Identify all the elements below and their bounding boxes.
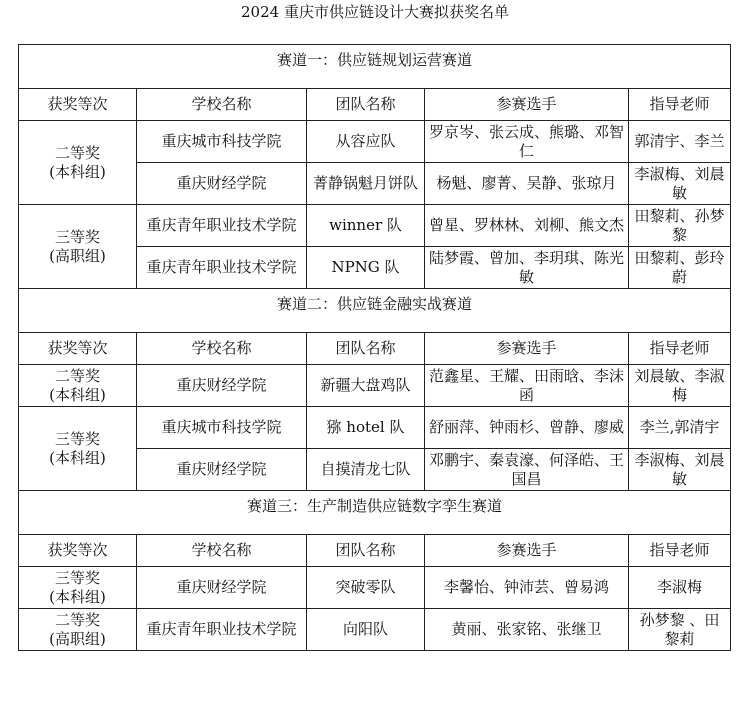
school-cell: 重庆青年职业技术学院 xyxy=(137,247,307,289)
table-row xyxy=(19,205,731,247)
header-row xyxy=(19,333,731,365)
advisor-cell: 郭清宇、李兰 xyxy=(629,121,731,163)
header-players: 参赛选手 xyxy=(425,333,629,365)
team-cell: 向阳队 xyxy=(307,609,425,651)
track-spacer xyxy=(19,522,731,535)
players-cell: 舒丽萍、钟雨杉、曾静、廖威 xyxy=(425,407,629,449)
track-title: 赛道三：生产制造供应链数字孪生赛道 xyxy=(19,491,731,522)
team-cell: 突破零队 xyxy=(307,567,425,609)
advisor-cell: 孙梦黎 、田黎莉 xyxy=(629,609,731,651)
track-title-row xyxy=(19,45,731,76)
header-players: 参赛选手 xyxy=(425,535,629,567)
players-cell: 罗京岑、张云成、熊璐、邓智仁 xyxy=(425,121,629,163)
award-level-cell: 二等奖 (高职组) xyxy=(19,609,137,651)
team-cell: 自摸清龙七队 xyxy=(307,449,425,491)
header-row xyxy=(19,89,731,121)
team-cell: 猕 hotel 队 xyxy=(307,407,425,449)
track-title: 赛道二：供应链金融实战赛道 xyxy=(19,289,731,320)
team-cell: 新疆大盘鸡队 xyxy=(307,365,425,407)
players-cell: 杨魁、廖菁、吴静、张琼月 xyxy=(425,163,629,205)
school-cell: 重庆城市科技学院 xyxy=(137,407,307,449)
table-row xyxy=(19,407,731,449)
track-title-row xyxy=(19,491,731,522)
school-cell: 重庆青年职业技术学院 xyxy=(137,609,307,651)
players-cell: 陆梦霞、曾加、李玥琪、陈光敏 xyxy=(425,247,629,289)
players-cell: 范鑫星、王耀、田雨晗、李沫函 xyxy=(425,365,629,407)
header-team: 团队名称 xyxy=(307,333,425,365)
advisor-cell: 刘晨敏、李淑梅 xyxy=(629,365,731,407)
header-school: 学校名称 xyxy=(137,535,307,567)
award-level-cell: 三等奖 (高职组) xyxy=(19,205,137,289)
header-award-level: 获奖等次 xyxy=(19,333,137,365)
school-cell: 重庆青年职业技术学院 xyxy=(137,205,307,247)
advisor-cell: 李兰,郭清宇 xyxy=(629,407,731,449)
advisor-cell: 李淑梅 xyxy=(629,567,731,609)
awards-table xyxy=(18,44,731,651)
header-row xyxy=(19,535,731,567)
table-row xyxy=(19,567,731,609)
team-cell: 菁静锅魁月饼队 xyxy=(307,163,425,205)
advisor-cell: 田黎莉、孙梦黎 xyxy=(629,205,731,247)
advisor-cell: 田黎莉、彭玲蔚 xyxy=(629,247,731,289)
awards-table-body xyxy=(19,45,731,651)
track-spacer xyxy=(19,76,731,89)
track-spacer xyxy=(19,320,731,333)
school-cell: 重庆财经学院 xyxy=(137,365,307,407)
award-level-cell: 二等奖 (本科组) xyxy=(19,121,137,205)
players-cell: 黄丽、张家铭、张继卫 xyxy=(425,609,629,651)
track-title-row xyxy=(19,289,731,320)
award-level-cell: 三等奖 (本科组) xyxy=(19,407,137,491)
header-team: 团队名称 xyxy=(307,89,425,121)
page-title: 2024 重庆市供应链设计大赛拟获奖名单 xyxy=(241,3,509,21)
award-level-cell: 三等奖 (本科组) xyxy=(19,567,137,609)
header-advisor: 指导老师 xyxy=(629,535,731,567)
team-cell: 从容应队 xyxy=(307,121,425,163)
advisor-cell: 李淑梅、刘晨敏 xyxy=(629,449,731,491)
table-row xyxy=(19,121,731,163)
header-school: 学校名称 xyxy=(137,89,307,121)
team-cell: NPNG 队 xyxy=(307,247,425,289)
header-team: 团队名称 xyxy=(307,535,425,567)
track-spacer-row xyxy=(19,320,731,333)
header-award-level: 获奖等次 xyxy=(19,535,137,567)
track-title: 赛道一：供应链规划运营赛道 xyxy=(19,45,731,76)
school-cell: 重庆财经学院 xyxy=(137,449,307,491)
school-cell: 重庆财经学院 xyxy=(137,567,307,609)
players-cell: 邓鹏宇、秦袁濠、何泽皓、王国昌 xyxy=(425,449,629,491)
header-advisor: 指导老师 xyxy=(629,333,731,365)
table-row xyxy=(19,365,731,407)
table-row xyxy=(19,609,731,651)
header-advisor: 指导老师 xyxy=(629,89,731,121)
track-spacer-row xyxy=(19,76,731,89)
header-school: 学校名称 xyxy=(137,333,307,365)
header-award-level: 获奖等次 xyxy=(19,89,137,121)
school-cell: 重庆财经学院 xyxy=(137,163,307,205)
track-spacer-row xyxy=(19,522,731,535)
team-cell: winner 队 xyxy=(307,205,425,247)
header-players: 参赛选手 xyxy=(425,89,629,121)
players-cell: 李馨怡、钟沛芸、曾易鸿 xyxy=(425,567,629,609)
award-level-cell: 二等奖 (本科组) xyxy=(19,365,137,407)
players-cell: 曾星、罗林林、刘柳、熊文杰 xyxy=(425,205,629,247)
school-cell: 重庆城市科技学院 xyxy=(137,121,307,163)
advisor-cell: 李淑梅、刘晨敏 xyxy=(629,163,731,205)
